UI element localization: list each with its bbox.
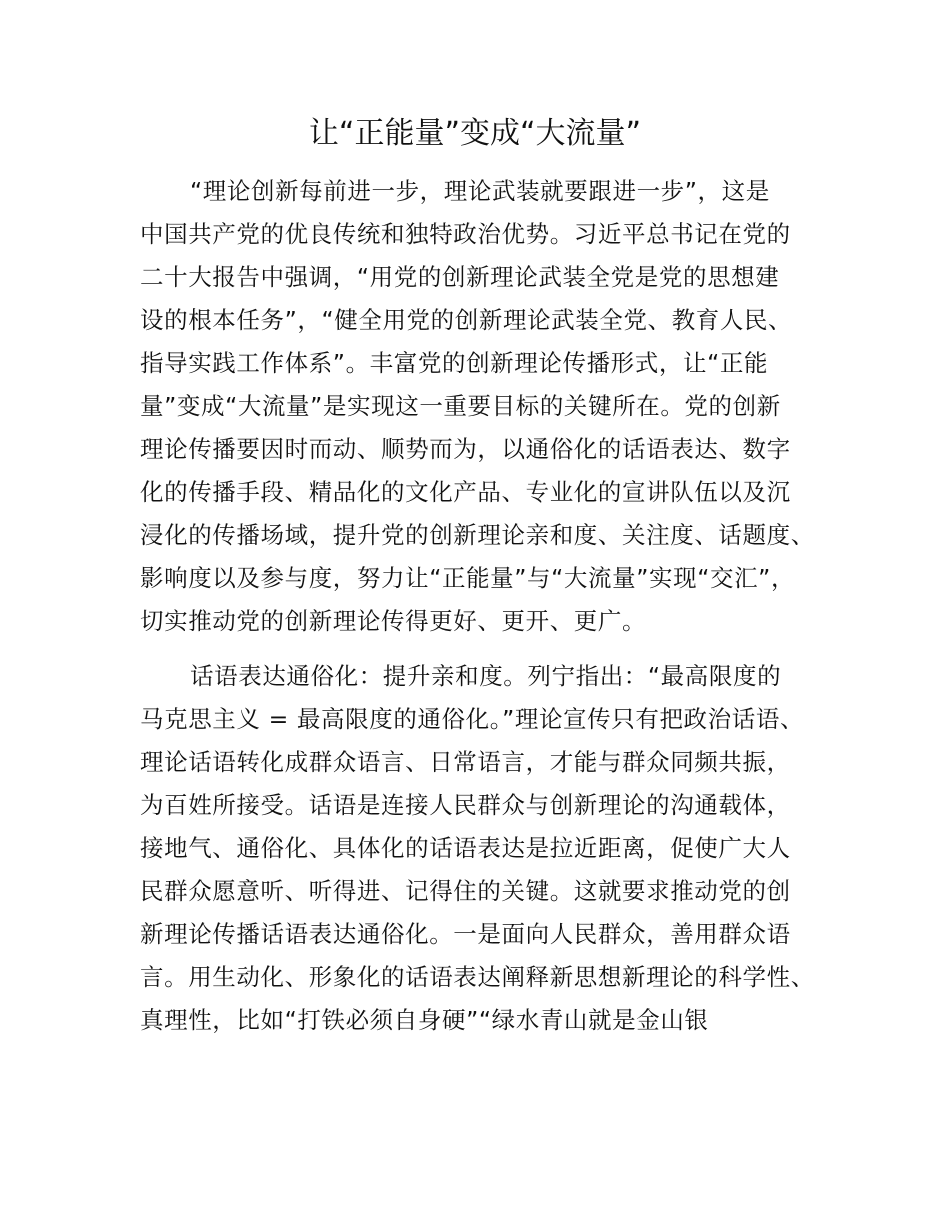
text-line: 话语表达通俗化：提升亲和度。列宁指出：“最高限度的 (190, 662, 782, 690)
text-line: 化的传播手段、精品化的文化产品、专业化的宣讲队伍以及沉 (140, 478, 791, 506)
text-line: 理论传播要因时而动、顺势而为，以通俗化的话语表达、数字 (140, 435, 791, 463)
text-line: 新理论传播话语表达通俗化。一是面向人民群众，善用群众语 (140, 920, 791, 948)
text-line: “理论创新每前进一步，理论武装就要跟进一步”，这是 (190, 177, 770, 205)
text-line: 理论话语转化成群众语言、日常语言，才能与群众同频共振， (140, 748, 791, 776)
text-line: 真理性，比如“打铁必须自身硬”“绿水青山就是金山银 (140, 1006, 709, 1034)
text-line: 切实推动党的创新理论传得更好、更开、更广。 (140, 607, 647, 635)
text-line: 二十大报告中强调，“用党的创新理论武装全党是党的思想建 (140, 263, 780, 291)
text-line: 言。用生动化、形象化的话语表达阐释新思想新理论的科学性、 (140, 963, 815, 991)
text-line: 民群众愿意听、听得进、记得住的关键。这就要求推动党的创 (140, 877, 791, 905)
document-title: 让“正能量”变成“大流量” (308, 116, 642, 151)
text-line: 浸化的传播场域，提升党的创新理论亲和度、关注度、话题度、 (140, 521, 815, 549)
text-line: 接地气、通俗化、具体化的话语表达是拉近距离，促使广大人 (140, 834, 791, 862)
text-line: 影响度以及参与度，努力让“正能量”与“大流量”实现“交汇”， (140, 564, 796, 592)
text-line: 设的根本任务”，“健全用党的创新理论武装全党、教育人民、 (140, 306, 793, 334)
text-line: 为百姓所接受。话语是连接人民群众与创新理论的沟通载体， (140, 791, 791, 819)
text-line: 指导实践工作体系”。丰富党的创新理论传播形式，让“正能 (140, 349, 769, 377)
text-line: 量”变成“大流量”是实现这一重要目标的关键所在。党的创新 (140, 392, 781, 420)
text-line: 马克思主义 = 最高限度的通俗化。”理论宣传只有把政治话语、 (140, 705, 805, 733)
text-line: 中国共产党的优良传统和独特政治优势。习近平总书记在党的 (140, 220, 791, 248)
